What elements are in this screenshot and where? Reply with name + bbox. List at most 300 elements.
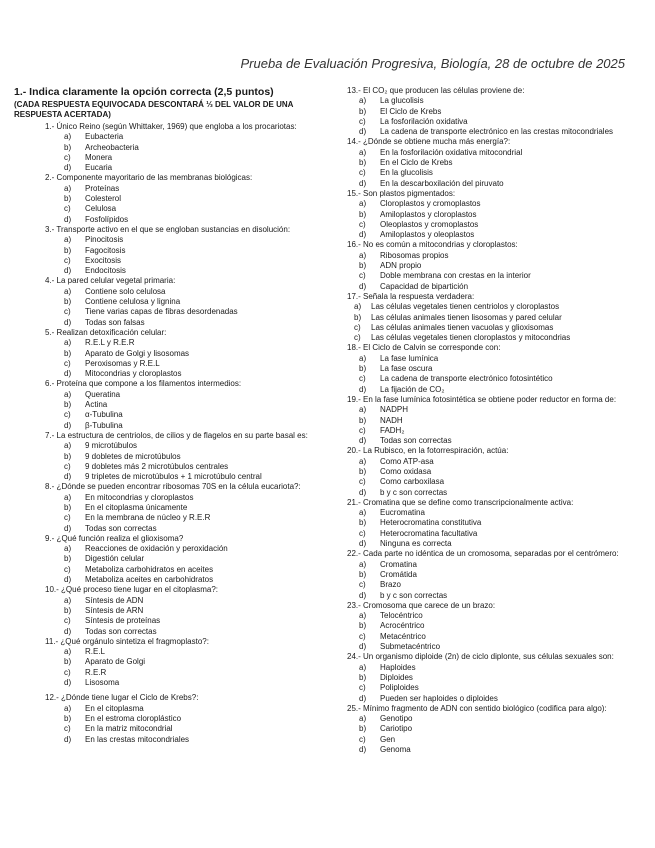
option-letter: b) xyxy=(359,672,367,682)
option-letter: d) xyxy=(359,745,367,754)
answer-option xyxy=(347,199,647,209)
option-letter: c) xyxy=(64,255,71,265)
option-letter: c) xyxy=(359,631,366,641)
answer-option xyxy=(14,194,334,204)
answer-option xyxy=(14,714,334,724)
answer-option xyxy=(347,694,647,704)
answer-option xyxy=(14,503,334,513)
question xyxy=(347,189,647,240)
option-text: Aparato de Golgi xyxy=(85,657,146,667)
question xyxy=(347,343,647,394)
option-text: Como carboxilasa xyxy=(380,477,445,487)
option-text: 9 tripletes de microtúbulos + 1 microtúbulo central xyxy=(85,472,262,482)
option-text: Metacéntrico xyxy=(380,631,426,641)
option-letter: d) xyxy=(64,163,72,173)
option-letter: d) xyxy=(359,230,367,240)
question xyxy=(14,122,334,173)
answer-option xyxy=(14,513,334,523)
option-text: Síntesis de proteínas xyxy=(85,616,161,626)
answer-option xyxy=(14,256,334,266)
option-letter: c) xyxy=(359,271,366,281)
question-stem: 14.- ¿Dónde se obtiene mucha más energía?: xyxy=(347,137,511,147)
question xyxy=(14,585,334,636)
option-text: R.E.L xyxy=(85,647,106,657)
option-text: Tiene varias capas de fibras desordenadas xyxy=(85,307,238,317)
answer-option xyxy=(347,560,647,570)
question-stem: 15.- Son plastos pigmentados: xyxy=(347,188,456,198)
option-text: Todas son correctas xyxy=(85,626,157,636)
answer-option xyxy=(347,436,647,446)
option-text: Endocitosis xyxy=(85,266,126,276)
section-note: (CADA RESPUESTA EQUIVOCADA DESCONTARÁ ⅓ DEL VALOR DE UNA RESPUESTA ACERTADA) xyxy=(14,100,294,119)
option-text: Pueden ser haploides o diploides xyxy=(380,693,498,703)
question xyxy=(14,379,334,430)
option-text: La fosforilación oxidativa xyxy=(380,116,468,126)
option-letter: c) xyxy=(359,168,366,178)
option-text: En la fosforilación oxidativa mitocondrial xyxy=(380,147,523,157)
answer-option xyxy=(347,127,647,137)
option-letter: b) xyxy=(359,415,367,425)
option-letter: b) xyxy=(64,400,72,410)
answer-option xyxy=(347,117,647,127)
option-text: Gen xyxy=(380,734,396,744)
answer-option xyxy=(14,678,334,688)
question-stem: 19.- En la fase lumínica fotosintética se obtiene poder reductor en forma de: xyxy=(347,394,617,404)
option-letter: a) xyxy=(64,595,72,605)
option-letter: d) xyxy=(64,678,72,688)
option-letter: a) xyxy=(359,96,367,106)
option-text: NADPH xyxy=(380,405,409,415)
answer-option xyxy=(347,230,647,240)
option-letter: b) xyxy=(64,297,72,307)
option-letter: d) xyxy=(64,369,72,379)
answer-option xyxy=(347,529,647,539)
answer-option xyxy=(14,647,334,657)
option-letter: a) xyxy=(64,492,72,502)
option-text: Monera xyxy=(85,152,113,162)
option-letter: d) xyxy=(64,266,72,276)
question xyxy=(14,431,334,482)
option-letter: b) xyxy=(64,605,72,615)
option-letter: c) xyxy=(64,667,71,677)
option-text: 9 dobletes más 2 microtúbulos centrales xyxy=(85,461,229,471)
answer-option xyxy=(14,724,334,734)
option-letter: a) xyxy=(64,647,72,657)
option-letter: a) xyxy=(359,199,367,209)
answer-option xyxy=(347,477,647,487)
option-text: La cadena de transporte electrónico fotosintético xyxy=(380,374,553,384)
answer-option xyxy=(14,297,334,307)
question-stem: 5.- Realizan detoxificación celular: xyxy=(45,327,167,337)
answer-option xyxy=(347,271,647,281)
option-text: Pinocitosis xyxy=(85,235,124,245)
answer-option xyxy=(347,714,647,724)
option-letter: a) xyxy=(359,611,367,621)
question xyxy=(14,534,334,585)
answer-option xyxy=(347,179,647,189)
option-text: Digestión celular xyxy=(85,554,145,564)
answer-option xyxy=(14,143,334,153)
answer-option xyxy=(347,735,647,745)
option-letter: c) xyxy=(359,219,366,229)
right-question-list xyxy=(347,86,647,755)
option-text: La cadena de transporte electrónico en las crestas mitocondriales xyxy=(380,127,614,137)
option-letter: c) xyxy=(359,734,366,744)
option-text: Amiloplastos y cloroplastos xyxy=(380,209,477,219)
option-text: Colesterol xyxy=(85,194,122,204)
question-stem: 7.- La estructura de centriolos, de cilios y de flagelos en su parte basal es: xyxy=(45,430,308,440)
option-letter: c) xyxy=(354,333,361,343)
option-text: Eucaria xyxy=(85,163,113,173)
option-letter: a) xyxy=(64,703,72,713)
answer-option xyxy=(14,462,334,472)
option-text: En el Ciclo de Krebs xyxy=(380,158,453,168)
option-text: Queratina xyxy=(85,389,121,399)
option-letter: c) xyxy=(359,683,366,693)
answer-option xyxy=(14,544,334,554)
answer-option xyxy=(14,410,334,420)
question-stem: 10.- ¿Qué proceso tiene lugar en el citoplasma?: xyxy=(45,585,218,595)
answer-option xyxy=(347,673,647,683)
option-letter: a) xyxy=(359,147,367,157)
left-question-list xyxy=(14,122,334,745)
option-letter: a) xyxy=(359,353,367,363)
option-letter: d) xyxy=(359,178,367,188)
option-text: Diploides xyxy=(380,672,413,682)
option-text: Acrocéntrico xyxy=(380,621,425,631)
answer-option xyxy=(14,390,334,400)
option-text: Contiene solo celulosa xyxy=(85,286,166,296)
option-letter: d) xyxy=(64,575,72,585)
answer-option xyxy=(347,405,647,415)
answer-option xyxy=(347,426,647,436)
option-text: Eubacteria xyxy=(85,132,124,142)
answer-option xyxy=(14,735,334,745)
answer-option xyxy=(347,107,647,117)
answer-option xyxy=(14,452,334,462)
option-letter: d) xyxy=(64,734,72,744)
question xyxy=(347,240,647,291)
question xyxy=(14,328,334,379)
option-letter: b) xyxy=(64,554,72,564)
answer-option xyxy=(14,421,334,431)
answer-option xyxy=(347,302,647,312)
option-text: La fase oscura xyxy=(380,364,433,374)
answer-option xyxy=(14,215,334,225)
question-stem: 24.- Un organismo diploide (2n) de ciclo diplonte, sus células sexuales son: xyxy=(347,652,614,662)
option-text: La glucolisis xyxy=(380,96,424,106)
option-letter: d) xyxy=(64,472,72,482)
option-text: Síntesis de ADN xyxy=(85,595,144,605)
answer-option xyxy=(347,632,647,642)
option-text: Fosfolípidos xyxy=(85,214,129,224)
option-letter: c) xyxy=(359,477,366,487)
answer-option xyxy=(14,524,334,534)
option-text: Heterocromatina constitutiva xyxy=(380,518,482,528)
answer-option xyxy=(14,338,334,348)
option-letter: d) xyxy=(64,317,72,327)
option-letter: d) xyxy=(359,539,367,549)
answer-option xyxy=(347,416,647,426)
option-letter: c) xyxy=(64,513,71,523)
option-text: FADH₂ xyxy=(380,425,405,435)
answer-option xyxy=(347,333,647,343)
option-text: Las células vegetales tienen cloroplastos y mitocondrias xyxy=(371,333,571,343)
option-letter: b) xyxy=(64,657,72,667)
option-letter: d) xyxy=(359,384,367,394)
option-text: Todas son falsas xyxy=(85,317,145,327)
option-text: Amiloplastos y oleoplastos xyxy=(380,230,475,240)
option-text: Lisosoma xyxy=(85,678,120,688)
answer-option xyxy=(14,606,334,616)
answer-option xyxy=(347,261,647,271)
answer-option xyxy=(347,220,647,230)
answer-option xyxy=(347,148,647,158)
answer-option xyxy=(347,374,647,384)
question-stem: 2.- Componente mayoritario de las membranas biológicas: xyxy=(45,173,253,183)
option-text: Telocéntrico xyxy=(380,611,423,621)
option-letter: b) xyxy=(359,158,367,168)
answer-option xyxy=(347,539,647,549)
answer-option xyxy=(14,184,334,194)
option-letter: b) xyxy=(359,724,367,734)
option-letter: c) xyxy=(64,307,71,317)
section-title: 1.- Indica claramente la opción correcta (2,5 puntos) xyxy=(14,86,274,98)
question xyxy=(347,498,647,549)
question-stem: 1.- Único Reino (según Whittaker, 1969) que engloba a los procariotas: xyxy=(45,122,297,131)
option-letter: a) xyxy=(64,132,72,142)
option-text: b y c son correctas xyxy=(380,487,448,497)
option-text: Mitocondrias y cloroplastos xyxy=(85,369,182,379)
option-letter: d) xyxy=(359,487,367,497)
answer-option xyxy=(347,251,647,261)
answer-option xyxy=(347,683,647,693)
option-letter: b) xyxy=(64,502,72,512)
option-letter: a) xyxy=(64,235,72,245)
option-text: Metaboliza aceites en carbohidratos xyxy=(85,575,214,585)
option-letter: a) xyxy=(64,286,72,296)
option-letter: b) xyxy=(359,364,367,374)
question-stem: 8.- ¿Dónde se pueden encontrar ribosomas 70S en la célula eucariota?: xyxy=(45,482,301,492)
question-stem: 18.- El Ciclo de Calvin se corresponde con: xyxy=(347,343,501,353)
option-letter: a) xyxy=(64,544,72,554)
question-stem: 3.- Transporte activo en el que se engloban sustancias en disolución: xyxy=(45,224,291,234)
option-letter: c) xyxy=(354,322,361,332)
option-letter: c) xyxy=(359,425,366,435)
answer-option xyxy=(347,96,647,106)
question-stem: 16.- No es común a mitocondrias y cloroplastos: xyxy=(347,240,518,250)
answer-option xyxy=(347,488,647,498)
option-text: Contiene celulosa y lignina xyxy=(85,297,181,307)
option-text: Todas son correctas xyxy=(380,436,452,446)
answer-option xyxy=(14,132,334,142)
question-stem: 4.- La pared celular vegetal primaria: xyxy=(45,276,176,286)
option-letter: c) xyxy=(64,204,71,214)
option-letter: c) xyxy=(64,152,71,162)
option-text: En la descarboxilación del piruvato xyxy=(380,178,504,188)
option-text: En las crestas mitocondriales xyxy=(85,734,190,744)
option-text: Capacidad de bipartición xyxy=(380,281,469,291)
option-letter: b) xyxy=(64,142,72,152)
option-text: 9 dobletes de microtúbulos xyxy=(85,451,181,461)
option-text: Actina xyxy=(85,400,108,410)
option-letter: a) xyxy=(359,250,367,260)
option-text: Oleoplastos y cromoplastos xyxy=(380,219,479,229)
option-letter: d) xyxy=(359,590,367,600)
answer-option xyxy=(347,591,647,601)
option-letter: c) xyxy=(64,616,71,626)
option-letter: a) xyxy=(354,302,362,312)
option-letter: b) xyxy=(359,569,367,579)
question xyxy=(14,173,334,224)
answer-option xyxy=(14,441,334,451)
question xyxy=(347,652,647,703)
exam-header: Prueba de Evaluación Progresiva, Biología, 28 de octubre de 2025 xyxy=(240,56,625,71)
option-text: Doble membrana con crestas en la interior xyxy=(380,271,531,281)
answer-option xyxy=(14,204,334,214)
option-letter: b) xyxy=(354,312,362,322)
question xyxy=(347,601,647,652)
question xyxy=(347,549,647,600)
option-text: En el estroma cloroplástico xyxy=(85,713,182,723)
answer-option xyxy=(347,158,647,168)
answer-option xyxy=(347,745,647,755)
option-text: Como ATP-asa xyxy=(380,456,434,466)
answer-option xyxy=(347,364,647,374)
answer-option xyxy=(347,282,647,292)
answer-option xyxy=(14,307,334,317)
option-letter: a) xyxy=(64,183,72,193)
option-text: β-Tubulina xyxy=(85,420,123,430)
answer-option xyxy=(347,385,647,395)
option-letter: b) xyxy=(359,261,367,271)
option-text: Poliploides xyxy=(380,683,419,693)
option-letter: d) xyxy=(64,214,72,224)
option-text: En mitocondrias y cloroplastos xyxy=(85,492,194,502)
answer-option xyxy=(14,616,334,626)
answer-option xyxy=(14,627,334,637)
option-text: Genoma xyxy=(380,745,411,754)
option-text: ADN propio xyxy=(380,261,422,271)
left-column xyxy=(14,86,334,745)
option-letter: c) xyxy=(359,374,366,384)
answer-option xyxy=(14,575,334,585)
option-text: Metaboliza carbohidratos en aceites xyxy=(85,564,214,574)
answer-option xyxy=(14,266,334,276)
question-stem: 22.- Cada parte no idéntica de un cromosoma, separadas por el centrómero: xyxy=(347,549,619,559)
answer-option xyxy=(347,323,647,333)
option-letter: b) xyxy=(359,466,367,476)
answer-option xyxy=(347,313,647,323)
answer-option xyxy=(347,467,647,477)
answer-option xyxy=(14,400,334,410)
option-letter: b) xyxy=(359,209,367,219)
option-letter: a) xyxy=(359,508,367,518)
option-text: Celulosa xyxy=(85,204,117,214)
question xyxy=(347,292,647,343)
option-text: b y c son correctas xyxy=(380,590,448,600)
answer-option xyxy=(14,493,334,503)
option-text: Heterocromatina facultativa xyxy=(380,528,478,538)
option-text: Fagocitosis xyxy=(85,245,126,255)
question-stem: 9.- ¿Qué función realiza el glioxisoma? xyxy=(45,533,184,543)
option-text: NADH xyxy=(380,415,403,425)
option-text: Las células animales tienen lisosomas y pared celular xyxy=(371,312,562,322)
option-letter: c) xyxy=(359,580,366,590)
question-stem: 11.- ¿Qué orgánulo sintetiza el fragmoplasto?: xyxy=(45,636,209,646)
option-letter: b) xyxy=(64,451,72,461)
option-letter: d) xyxy=(359,281,367,291)
option-text: Cloroplastos y cromoplastos xyxy=(380,199,481,209)
answer-option xyxy=(347,457,647,467)
answer-option xyxy=(347,663,647,673)
answer-option xyxy=(14,287,334,297)
answer-option xyxy=(347,168,647,178)
question xyxy=(347,395,647,446)
option-text: En el citoplasma únicamente xyxy=(85,502,188,512)
answer-option xyxy=(347,642,647,652)
answer-option xyxy=(347,611,647,621)
question xyxy=(347,86,647,137)
option-letter: b) xyxy=(359,518,367,528)
option-letter: d) xyxy=(359,642,367,652)
option-letter: b) xyxy=(64,245,72,255)
option-text: Ribosomas propios xyxy=(380,250,449,260)
option-text: Aparato de Golgi y lisosomas xyxy=(85,348,190,358)
answer-option xyxy=(14,163,334,173)
question-stem: 23.- Cromosoma que carece de un brazo: xyxy=(347,600,496,610)
answer-option xyxy=(14,565,334,575)
option-letter: b) xyxy=(64,348,72,358)
right-column xyxy=(347,86,647,755)
question-stem: 6.- Proteína que compone a los filamentos intermedios: xyxy=(45,379,242,389)
option-letter: c) xyxy=(359,528,366,538)
question xyxy=(14,482,334,533)
option-text: En la membrana de núcleo y R.E.R xyxy=(85,513,211,523)
question xyxy=(14,637,334,688)
option-letter: d) xyxy=(359,127,367,137)
option-text: Archeobacteria xyxy=(85,142,139,152)
question-stem: 13.- El CO₂ que producen las células proviene de: xyxy=(347,86,525,95)
answer-option xyxy=(347,724,647,734)
option-text: Proteínas xyxy=(85,183,120,193)
answer-option xyxy=(347,210,647,220)
question-stem: 25.- Mínimo fragmento de ADN con sentido biológico (codifica para algo): xyxy=(347,703,607,713)
option-letter: b) xyxy=(64,194,72,204)
question-stem: 17.- Señala la respuesta verdadera: xyxy=(347,291,475,301)
option-text: R.E.L y R.E.R xyxy=(85,338,135,348)
option-letter: b) xyxy=(359,621,367,631)
option-text: Todas son correctas xyxy=(85,523,157,533)
option-letter: a) xyxy=(64,441,72,451)
answer-option xyxy=(347,508,647,518)
answer-option xyxy=(14,657,334,667)
option-text: Las células vegetales tienen centriolos y cloroplastos xyxy=(371,302,560,312)
option-text: En el citoplasma xyxy=(85,703,144,713)
option-letter: b) xyxy=(64,713,72,723)
option-text: El Ciclo de Krebs xyxy=(380,106,442,116)
answer-option xyxy=(14,359,334,369)
answer-option xyxy=(14,246,334,256)
question xyxy=(14,225,334,276)
option-letter: a) xyxy=(359,456,367,466)
option-letter: d) xyxy=(64,420,72,430)
option-text: 9 microtúbulos xyxy=(85,441,138,451)
option-text: Síntesis de ARN xyxy=(85,605,144,615)
option-letter: d) xyxy=(359,436,367,446)
question xyxy=(347,704,647,755)
option-text: Cariotipo xyxy=(380,724,413,734)
